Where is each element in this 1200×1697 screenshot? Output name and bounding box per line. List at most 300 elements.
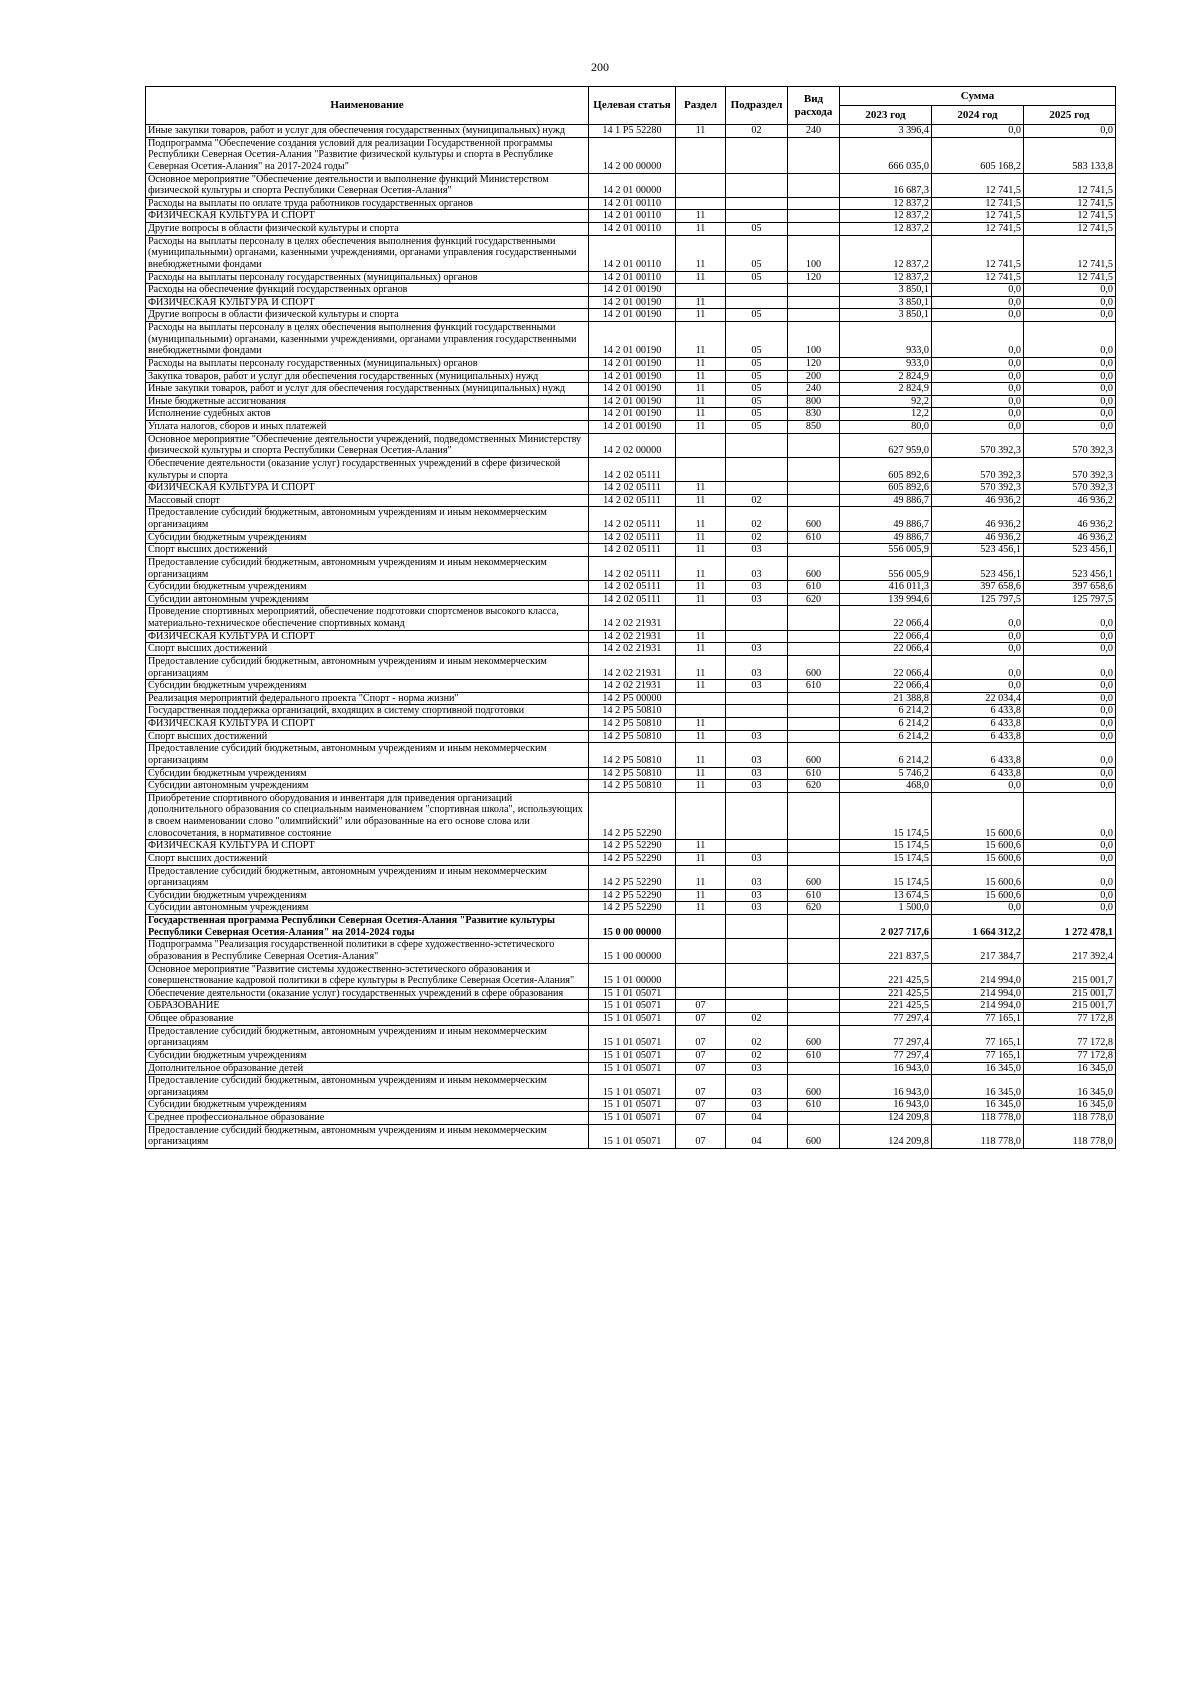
row-name: Предоставление субсидий бюджетным, автономным учреждениям и иным некоммерческим организациям [146, 507, 589, 531]
row-sum-2024: 214 994,0 [932, 963, 1024, 987]
row-section: 11 [676, 743, 726, 767]
row-sum-2023: 6 214,2 [840, 730, 932, 743]
row-expense-kind [788, 433, 840, 457]
row-target-article: 15 0 00 00000 [589, 915, 676, 939]
row-expense-kind: 120 [788, 357, 840, 370]
row-subsection [726, 197, 788, 210]
row-sum-2023: 933,0 [840, 357, 932, 370]
row-section [676, 433, 726, 457]
row-expense-kind [788, 730, 840, 743]
row-subsection: 03 [726, 902, 788, 915]
row-name: Обеспечение деятельности (оказание услуг) государственных учреждений в сфере физической культуры и спорта [146, 457, 589, 481]
row-expense-kind: 610 [788, 767, 840, 780]
row-expense-kind [788, 482, 840, 495]
table-body [146, 125, 1116, 1149]
row-name: Предоставление субсидий бюджетным, автономным учреждениям и иным некоммерческим организациям [146, 556, 589, 580]
row-sum-2023: 12 837,2 [840, 271, 932, 284]
row-name: Расходы на выплаты персоналу государственных (муниципальных) органов [146, 271, 589, 284]
row-sum-2023: 77 297,4 [840, 1025, 932, 1049]
row-name: Среднее профессиональное образование [146, 1112, 589, 1125]
table-row [146, 370, 1116, 383]
row-section [676, 987, 726, 1000]
table-row [146, 593, 1116, 606]
row-name: Иные закупки товаров, работ и услуг для обеспечения государственных (муниципальных) нужд [146, 125, 589, 138]
row-sum-2024: 118 778,0 [932, 1112, 1024, 1125]
row-target-article: 14 2 P5 52290 [589, 902, 676, 915]
row-name: Реализация мероприятий федерального проекта "Спорт - норма жизни" [146, 692, 589, 705]
table-row [146, 271, 1116, 284]
row-sum-2025: 12 741,5 [1024, 271, 1116, 284]
row-sum-2023: 12 837,2 [840, 235, 932, 271]
row-name: Расходы на выплаты по оплате труда работников государственных органов [146, 197, 589, 210]
table-row [146, 507, 1116, 531]
header-target-article: Целевая статья [589, 87, 676, 125]
row-sum-2024: 605 168,2 [932, 137, 1024, 173]
row-expense-kind [788, 494, 840, 507]
row-sum-2025: 570 392,3 [1024, 482, 1116, 495]
row-expense-kind [788, 630, 840, 643]
row-name: Спорт высших достижений [146, 852, 589, 865]
row-section: 07 [676, 1025, 726, 1049]
row-sum-2025: 0,0 [1024, 630, 1116, 643]
row-subsection: 02 [726, 494, 788, 507]
row-sum-2023: 627 959,0 [840, 433, 932, 457]
row-section: 11 [676, 780, 726, 793]
row-subsection [726, 987, 788, 1000]
row-sum-2025: 0,0 [1024, 643, 1116, 656]
row-sum-2025: 0,0 [1024, 309, 1116, 322]
table-row [146, 730, 1116, 743]
row-sum-2025: 0,0 [1024, 692, 1116, 705]
header-expense-kind: Вид расхода [788, 87, 840, 125]
row-target-article: 14 2 02 21931 [589, 655, 676, 679]
row-sum-2023: 933,0 [840, 322, 932, 358]
row-subsection: 03 [726, 680, 788, 693]
row-subsection: 03 [726, 1062, 788, 1075]
row-name: Субсидии бюджетным учреждениям [146, 581, 589, 594]
row-sum-2024: 46 936,2 [932, 507, 1024, 531]
row-section [676, 692, 726, 705]
row-section: 11 [676, 544, 726, 557]
row-sum-2024: 46 936,2 [932, 531, 1024, 544]
row-sum-2024: 6 433,8 [932, 743, 1024, 767]
row-sum-2023: 3 850,1 [840, 309, 932, 322]
row-subsection: 03 [726, 865, 788, 889]
row-name: Расходы на выплаты персоналу государственных (муниципальных) органов [146, 357, 589, 370]
table-row [146, 987, 1116, 1000]
table-row [146, 556, 1116, 580]
row-expense-kind: 610 [788, 1099, 840, 1112]
row-expense-kind [788, 915, 840, 939]
row-sum-2023: 6 214,2 [840, 718, 932, 731]
row-expense-kind [788, 457, 840, 481]
table-row [146, 680, 1116, 693]
row-sum-2024: 0,0 [932, 370, 1024, 383]
row-subsection: 02 [726, 507, 788, 531]
row-expense-kind [788, 173, 840, 197]
row-sum-2025: 46 936,2 [1024, 531, 1116, 544]
header-sum: Сумма [840, 87, 1116, 106]
table-row [146, 939, 1116, 963]
row-sum-2024: 1 664 312,2 [932, 915, 1024, 939]
row-sum-2023: 3 396,4 [840, 125, 932, 138]
row-name: Обеспечение деятельности (оказание услуг) государственных учреждений в сфере образования [146, 987, 589, 1000]
table-row [146, 1099, 1116, 1112]
row-sum-2024: 0,0 [932, 630, 1024, 643]
table-row [146, 1124, 1116, 1148]
page-number: 200 [591, 60, 609, 74]
row-name: ФИЗИЧЕСКАЯ КУЛЬТУРА И СПОРТ [146, 718, 589, 731]
row-sum-2023: 2 824,9 [840, 370, 932, 383]
row-sum-2025: 0,0 [1024, 383, 1116, 396]
row-subsection [726, 705, 788, 718]
row-subsection: 05 [726, 357, 788, 370]
table-row [146, 1049, 1116, 1062]
row-subsection [726, 482, 788, 495]
row-target-article: 14 2 02 05111 [589, 544, 676, 557]
row-target-article: 14 2 01 00190 [589, 357, 676, 370]
row-expense-kind [788, 692, 840, 705]
row-target-article: 15 1 01 00000 [589, 963, 676, 987]
row-target-article: 14 2 02 05111 [589, 581, 676, 594]
row-section: 11 [676, 357, 726, 370]
table-row [146, 1062, 1116, 1075]
row-subsection [726, 915, 788, 939]
row-sum-2025: 0,0 [1024, 730, 1116, 743]
row-sum-2023: 12 837,2 [840, 210, 932, 223]
row-section: 11 [676, 370, 726, 383]
row-sum-2025: 0,0 [1024, 322, 1116, 358]
row-sum-2023: 416 011,3 [840, 581, 932, 594]
row-target-article: 14 2 01 00110 [589, 271, 676, 284]
header-name: Наименование [146, 87, 589, 125]
row-sum-2023: 77 297,4 [840, 1049, 932, 1062]
row-sum-2023: 49 886,7 [840, 531, 932, 544]
row-sum-2024: 6 433,8 [932, 767, 1024, 780]
row-expense-kind [788, 544, 840, 557]
row-target-article: 15 1 01 05071 [589, 1099, 676, 1112]
row-name: Подпрограмма "Реализация государственной политики в сфере художественно-эстетического образования в Республике Северная Осетия-Алания" [146, 939, 589, 963]
row-expense-kind: 600 [788, 743, 840, 767]
row-sum-2023: 124 209,8 [840, 1124, 932, 1148]
row-section: 11 [676, 593, 726, 606]
row-expense-kind [788, 1062, 840, 1075]
row-section: 11 [676, 680, 726, 693]
row-sum-2023: 124 209,8 [840, 1112, 932, 1125]
row-sum-2023: 16 943,0 [840, 1075, 932, 1099]
row-target-article: 14 2 02 00000 [589, 433, 676, 457]
row-sum-2024: 77 165,1 [932, 1025, 1024, 1049]
row-sum-2024: 77 165,1 [932, 1049, 1024, 1062]
row-expense-kind [788, 718, 840, 731]
row-sum-2024: 523 456,1 [932, 556, 1024, 580]
row-sum-2025: 1 272 478,1 [1024, 915, 1116, 939]
row-name: Спорт высших достижений [146, 544, 589, 557]
row-target-article: 14 2 02 21931 [589, 606, 676, 630]
row-target-article: 15 1 01 05071 [589, 1075, 676, 1099]
row-sum-2023: 12 837,2 [840, 223, 932, 236]
row-name: ФИЗИЧЕСКАЯ КУЛЬТУРА И СПОРТ [146, 840, 589, 853]
row-expense-kind: 600 [788, 655, 840, 679]
row-subsection [726, 433, 788, 457]
table-row [146, 902, 1116, 915]
row-sum-2025: 0,0 [1024, 408, 1116, 421]
table-row [146, 581, 1116, 594]
row-sum-2023: 221 425,5 [840, 987, 932, 1000]
row-expense-kind: 620 [788, 902, 840, 915]
row-sum-2025: 0,0 [1024, 767, 1116, 780]
row-section: 07 [676, 1112, 726, 1125]
row-subsection [726, 1000, 788, 1013]
row-subsection: 05 [726, 309, 788, 322]
table-row [146, 1000, 1116, 1013]
row-sum-2023: 605 892,6 [840, 457, 932, 481]
row-sum-2025: 118 778,0 [1024, 1124, 1116, 1148]
row-expense-kind: 600 [788, 1075, 840, 1099]
row-sum-2023: 1 500,0 [840, 902, 932, 915]
row-sum-2024: 118 778,0 [932, 1124, 1024, 1148]
table-row [146, 197, 1116, 210]
row-sum-2024: 12 741,5 [932, 210, 1024, 223]
row-expense-kind: 610 [788, 531, 840, 544]
row-sum-2024: 0,0 [932, 606, 1024, 630]
row-section: 11 [676, 507, 726, 531]
row-subsection: 03 [726, 643, 788, 656]
row-name: Исполнение судебных актов [146, 408, 589, 421]
row-expense-kind [788, 606, 840, 630]
row-expense-kind [788, 792, 840, 840]
row-subsection [726, 296, 788, 309]
row-target-article: 14 2 01 00190 [589, 408, 676, 421]
row-sum-2025: 12 741,5 [1024, 197, 1116, 210]
row-sum-2025: 12 741,5 [1024, 210, 1116, 223]
row-name: Предоставление субсидий бюджетным, автономным учреждениям и иным некоммерческим организациям [146, 655, 589, 679]
budget-table [145, 86, 1116, 1149]
table-row [146, 235, 1116, 271]
table-row [146, 223, 1116, 236]
row-sum-2024: 12 741,5 [932, 271, 1024, 284]
row-sum-2025: 46 936,2 [1024, 494, 1116, 507]
row-sum-2023: 221 837,5 [840, 939, 932, 963]
table-row [146, 210, 1116, 223]
row-expense-kind [788, 852, 840, 865]
row-expense-kind [788, 223, 840, 236]
row-section [676, 284, 726, 297]
table-row [146, 284, 1116, 297]
row-name: ФИЗИЧЕСКАЯ КУЛЬТУРА И СПОРТ [146, 630, 589, 643]
row-name: ФИЗИЧЕСКАЯ КУЛЬТУРА И СПОРТ [146, 482, 589, 495]
row-section: 11 [676, 223, 726, 236]
row-name: ФИЗИЧЕСКАЯ КУЛЬТУРА И СПОРТ [146, 210, 589, 223]
row-section: 11 [676, 383, 726, 396]
row-name: Субсидии бюджетным учреждениям [146, 889, 589, 902]
row-name: Иные бюджетные ассигнования [146, 395, 589, 408]
row-name: Иные закупки товаров, работ и услуг для обеспечения государственных (муниципальных) нужд [146, 383, 589, 396]
row-target-article: 14 2 02 05111 [589, 482, 676, 495]
row-sum-2024: 12 741,5 [932, 235, 1024, 271]
table-row [146, 408, 1116, 421]
row-expense-kind: 610 [788, 680, 840, 693]
row-sum-2025: 0,0 [1024, 743, 1116, 767]
row-sum-2023: 6 214,2 [840, 705, 932, 718]
row-sum-2025: 523 456,1 [1024, 556, 1116, 580]
row-subsection: 02 [726, 531, 788, 544]
row-sum-2024: 15 600,6 [932, 865, 1024, 889]
row-expense-kind [788, 1000, 840, 1013]
row-sum-2023: 15 174,5 [840, 852, 932, 865]
row-section: 11 [676, 852, 726, 865]
row-section: 11 [676, 556, 726, 580]
row-sum-2025: 217 392,4 [1024, 939, 1116, 963]
row-expense-kind [788, 284, 840, 297]
table-row [146, 137, 1116, 173]
row-sum-2024: 16 345,0 [932, 1099, 1024, 1112]
row-expense-kind: 240 [788, 383, 840, 396]
row-sum-2023: 49 886,7 [840, 494, 932, 507]
row-name: Основное мероприятие "Обеспечение деятельности учреждений, подведомственных Министерству физической культуры и спорта Республики Северная Осетия-Алания" [146, 433, 589, 457]
row-sum-2024: 0,0 [932, 357, 1024, 370]
row-target-article: 14 2 01 00000 [589, 173, 676, 197]
row-sum-2025: 215 001,7 [1024, 987, 1116, 1000]
row-subsection: 02 [726, 1049, 788, 1062]
row-subsection: 03 [726, 889, 788, 902]
row-sum-2024: 0,0 [932, 383, 1024, 396]
row-name: Спорт высших достижений [146, 643, 589, 656]
row-section [676, 963, 726, 987]
row-sum-2023: 15 174,5 [840, 865, 932, 889]
row-name: Предоставление субсидий бюджетным, автономным учреждениям и иным некоммерческим организациям [146, 1025, 589, 1049]
row-sum-2025: 0,0 [1024, 421, 1116, 434]
row-sum-2024: 0,0 [932, 780, 1024, 793]
row-sum-2023: 15 174,5 [840, 840, 932, 853]
row-expense-kind [788, 987, 840, 1000]
table-row [146, 482, 1116, 495]
row-subsection: 05 [726, 223, 788, 236]
row-subsection [726, 210, 788, 223]
table-row [146, 322, 1116, 358]
row-target-article: 14 2 02 05111 [589, 494, 676, 507]
table-row [146, 792, 1116, 840]
row-section: 07 [676, 1099, 726, 1112]
table-row [146, 915, 1116, 939]
row-sum-2025: 0,0 [1024, 125, 1116, 138]
row-sum-2025: 0,0 [1024, 852, 1116, 865]
row-target-article: 14 2 02 05111 [589, 593, 676, 606]
row-name: Субсидии бюджетным учреждениям [146, 1049, 589, 1062]
row-name: Государственная поддержка организаций, входящих в систему спортивной подготовки [146, 705, 589, 718]
row-sum-2025: 16 345,0 [1024, 1099, 1116, 1112]
row-sum-2024: 16 345,0 [932, 1075, 1024, 1099]
row-subsection: 03 [726, 581, 788, 594]
row-subsection [726, 630, 788, 643]
row-expense-kind: 100 [788, 322, 840, 358]
row-sum-2024: 0,0 [932, 680, 1024, 693]
row-sum-2023: 556 005,9 [840, 556, 932, 580]
row-subsection [726, 457, 788, 481]
row-subsection: 04 [726, 1112, 788, 1125]
row-name: Субсидии бюджетным учреждениям [146, 680, 589, 693]
row-section: 11 [676, 865, 726, 889]
row-sum-2025: 12 741,5 [1024, 235, 1116, 271]
row-target-article: 15 1 01 05071 [589, 1062, 676, 1075]
row-expense-kind: 120 [788, 271, 840, 284]
row-sum-2023: 3 850,1 [840, 284, 932, 297]
row-sum-2025: 0,0 [1024, 606, 1116, 630]
row-sum-2023: 3 850,1 [840, 296, 932, 309]
row-target-article: 14 2 01 00190 [589, 309, 676, 322]
table-row [146, 1075, 1116, 1099]
row-expense-kind: 600 [788, 865, 840, 889]
row-target-article: 15 1 01 05071 [589, 1013, 676, 1026]
row-target-article: 14 2 P5 00000 [589, 692, 676, 705]
row-subsection: 03 [726, 730, 788, 743]
row-target-article: 14 2 P5 52290 [589, 852, 676, 865]
row-name: Спорт высших достижений [146, 730, 589, 743]
row-sum-2024: 6 433,8 [932, 718, 1024, 731]
row-target-article: 14 2 01 00110 [589, 235, 676, 271]
row-sum-2024: 0,0 [932, 902, 1024, 915]
row-sum-2023: 80,0 [840, 421, 932, 434]
row-sum-2023: 556 005,9 [840, 544, 932, 557]
row-section: 11 [676, 408, 726, 421]
row-name: Закупка товаров, работ и услуг для обеспечения государственных (муниципальных) нужд [146, 370, 589, 383]
row-expense-kind [788, 1112, 840, 1125]
row-name: Подпрограмма "Обеспечение создания условий для реализации Государственной программы Республики Северная Осетия-Алания "Развитие физической культуры и спорта в Республике Северная Осетия-Алания" на 2017-2024 годы" [146, 137, 589, 173]
row-sum-2024: 0,0 [932, 408, 1024, 421]
header-year-2023: 2023 год [840, 106, 932, 125]
row-name: ОБРАЗОВАНИЕ [146, 1000, 589, 1013]
row-target-article: 15 1 00 00000 [589, 939, 676, 963]
row-subsection: 05 [726, 421, 788, 434]
row-expense-kind: 620 [788, 780, 840, 793]
table-row [146, 718, 1116, 731]
row-subsection [726, 718, 788, 731]
row-expense-kind [788, 210, 840, 223]
row-sum-2024: 12 741,5 [932, 223, 1024, 236]
header-section: Раздел [676, 87, 726, 125]
row-expense-kind [788, 296, 840, 309]
row-sum-2023: 2 824,9 [840, 383, 932, 396]
row-subsection: 03 [726, 1075, 788, 1099]
row-target-article: 14 2 02 21931 [589, 680, 676, 693]
row-sum-2025: 397 658,6 [1024, 581, 1116, 594]
row-subsection: 05 [726, 271, 788, 284]
row-section: 11 [676, 322, 726, 358]
row-expense-kind: 830 [788, 408, 840, 421]
row-section: 11 [676, 125, 726, 138]
row-expense-kind: 610 [788, 1049, 840, 1062]
row-name: Другие вопросы в области физической культуры и спорта [146, 223, 589, 236]
row-expense-kind [788, 197, 840, 210]
row-sum-2025: 0,0 [1024, 705, 1116, 718]
row-section: 11 [676, 296, 726, 309]
row-subsection: 03 [726, 556, 788, 580]
row-sum-2023: 16 943,0 [840, 1099, 932, 1112]
row-sum-2024: 77 165,1 [932, 1013, 1024, 1026]
row-subsection [726, 939, 788, 963]
row-sum-2025: 0,0 [1024, 902, 1116, 915]
table-row [146, 383, 1116, 396]
row-sum-2025: 77 172,8 [1024, 1025, 1116, 1049]
row-expense-kind: 600 [788, 556, 840, 580]
row-subsection: 03 [726, 743, 788, 767]
row-expense-kind [788, 643, 840, 656]
row-name: Проведение спортивных мероприятий, обеспечение подготовки спортсменов высокого класса, материально-техническое обеспечение спортивных команд [146, 606, 589, 630]
row-subsection: 05 [726, 408, 788, 421]
row-sum-2025: 0,0 [1024, 395, 1116, 408]
row-section: 11 [676, 210, 726, 223]
row-target-article: 15 1 01 05071 [589, 1000, 676, 1013]
